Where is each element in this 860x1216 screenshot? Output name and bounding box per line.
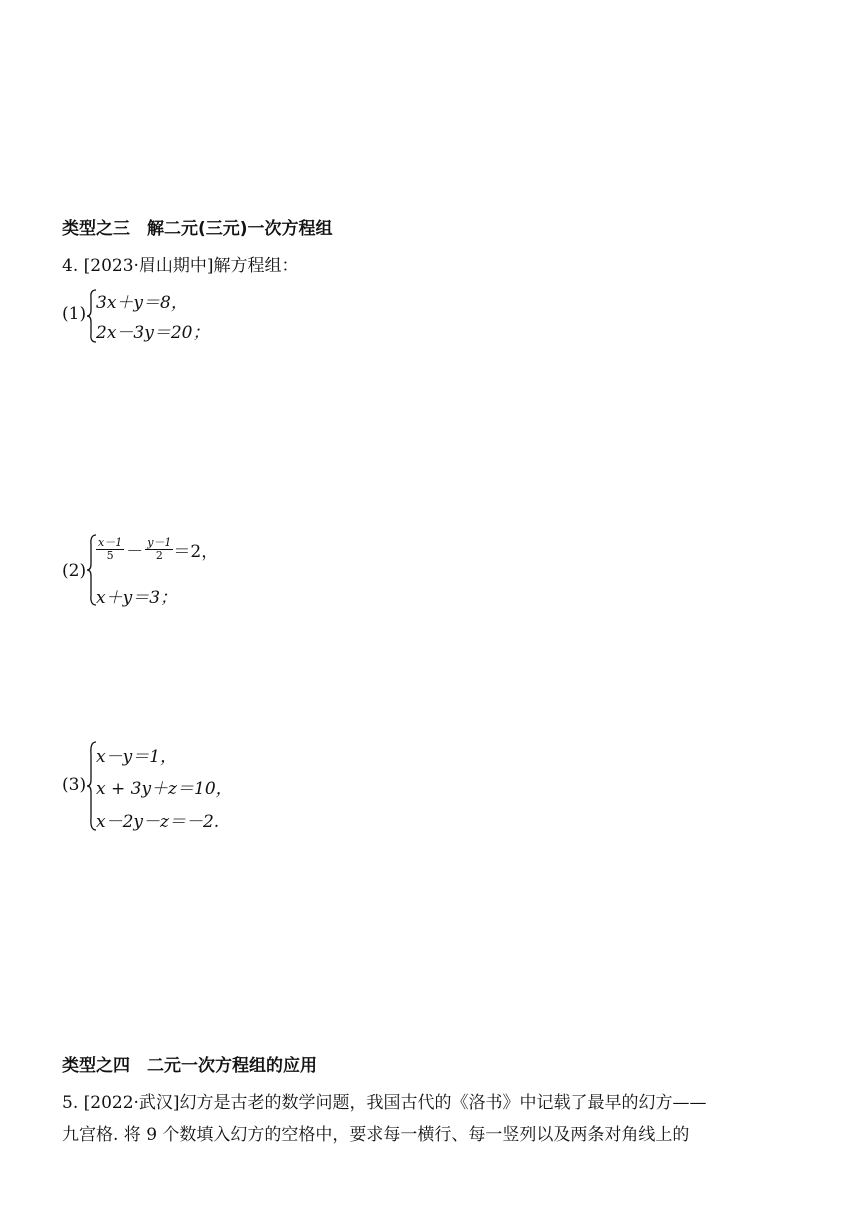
equation-rhs: ＝2，: [173, 542, 219, 562]
part-1-equation-2: 2x－3y＝20；: [96, 323, 210, 343]
fraction-y-minus-1-over-2: [145, 537, 173, 562]
fraction-numerator: x－1: [98, 536, 123, 549]
part-2-label: (2): [62, 561, 87, 581]
part-3-label: (3): [62, 775, 87, 795]
problem-5-line-1: 5. [2022·武汉]幻方是古老的数学问题，我国古代的《洛书》中记载了最早的幻方——: [62, 1093, 707, 1113]
part-2-equation-2: x＋y＝3；: [96, 588, 178, 608]
part-3-equation-2: x + 3y＋z＝10，: [96, 779, 233, 799]
fraction-numerator: y－1: [147, 536, 172, 549]
problem-5-line-2: 九宫格. 将 9 个数填入幻方的空格中，要求每一横行、每一竖列以及两条对角线上的: [62, 1125, 690, 1145]
fraction-x-minus-1-over-5: [96, 537, 124, 562]
fraction-denominator: 2: [155, 549, 163, 562]
minus-sign: －: [126, 542, 144, 562]
part-3-equation-3: x－2y－z＝－2.: [96, 812, 220, 832]
part-2-equation-1: [96, 537, 218, 562]
problem-4-intro: 4. [2023·眉山期中]解方程组：: [62, 256, 299, 276]
part-1-equation-1: 3x＋y＝8，: [96, 293, 188, 313]
part-1-label: (1): [62, 304, 87, 324]
part-3-equation-1: x－y＝1，: [96, 747, 178, 767]
section-heading-type4: 类型之四 二元一次方程组的应用: [62, 1056, 317, 1076]
fraction-denominator: 5: [106, 549, 114, 562]
section-heading-type3: 类型之三 解二元(三元)一次方程组: [62, 219, 333, 239]
